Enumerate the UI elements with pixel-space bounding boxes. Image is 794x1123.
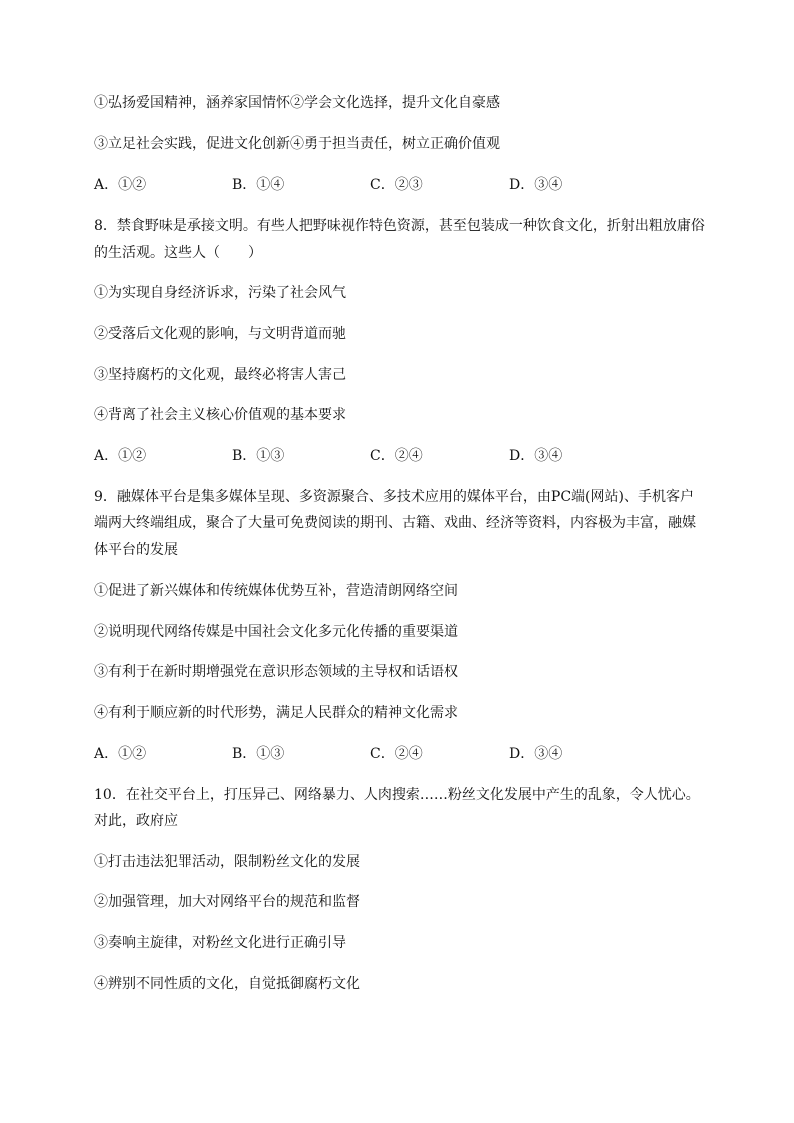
statement-line: ①弘扬爱国精神，涵养家国情怀②学会文化选择，提升文化自豪感: [94, 95, 500, 111]
question-10-stem: 10．在社交平台上，打压异己、网络暴力、人肉搜索……粉丝文化发展中产生的乱象，令人忧心。: [94, 787, 700, 803]
option-d: D．③④: [509, 177, 563, 193]
option-c: C．②④: [370, 746, 423, 762]
statement-line: ②说明现代网络传媒是中国社会文化多元化传播的重要渠道: [94, 624, 458, 640]
option-b: B．①③: [232, 746, 285, 762]
option-d: D．③④: [509, 746, 563, 762]
question-8-stem: 8．禁食野味是承接文明。有些人把野味视作特色资源，甚至包装成一种饮食文化，折射出粗放庸俗: [94, 218, 705, 234]
option-a: A．①②: [94, 746, 147, 762]
statement-line: ②受落后文化观的影响，与文明背道而驰: [94, 326, 346, 342]
question-9-stem: 9．融媒体平台是集多媒体呈现、多资源聚合、多技术应用的媒体平台，由PC端(网站)、手机客户: [94, 489, 694, 505]
statement-line: ③奏响主旋律，对粉丝文化进行正确引导: [94, 935, 346, 951]
option-c: C．②③: [370, 177, 423, 193]
statement-line: ④有利于顺应新的时代形势，满足人民群众的精神文化需求: [94, 705, 458, 721]
statement-line: ①为实现自身经济诉求，污染了社会风气: [94, 285, 346, 301]
statement-line: ③坚持腐朽的文化观，最终必将害人害己: [94, 367, 346, 383]
option-c: C．②④: [370, 448, 423, 464]
option-b: B．①③: [232, 448, 285, 464]
option-a: A．①②: [94, 448, 147, 464]
statement-line: ③立足社会实践，促进文化创新④勇于担当责任，树立正确价值观: [94, 136, 500, 152]
statement-line: ①打击违法犯罪活动，限制粉丝文化的发展: [94, 854, 360, 870]
statement-line: ④辨别不同性质的文化，自觉抵御腐朽文化: [94, 976, 360, 992]
statement-line: ②加强管理，加大对网络平台的规范和监督: [94, 894, 360, 910]
option-b: B．①④: [232, 177, 285, 193]
statement-line: ①促进了新兴媒体和传统媒体优势互补，营造清朗网络空间: [94, 583, 458, 599]
option-a: A．①②: [94, 177, 147, 193]
question-8-stem: 的生活观。这些人（ ）: [94, 245, 262, 261]
statement-line: ③有利于在新时期增强党在意识形态领域的主导权和话语权: [94, 664, 458, 680]
statement-line: ④背离了社会主义核心价值观的基本要求: [94, 407, 346, 423]
question-10-stem: 对此，政府应: [94, 813, 178, 829]
question-9-stem: 端两大终端组成，聚合了大量可免费阅读的期刊、古籍、戏曲、经济等资料，内容极为丰富，融媒: [94, 515, 696, 531]
question-9-stem: 体平台的发展: [94, 542, 178, 558]
option-d: D．③④: [509, 448, 563, 464]
